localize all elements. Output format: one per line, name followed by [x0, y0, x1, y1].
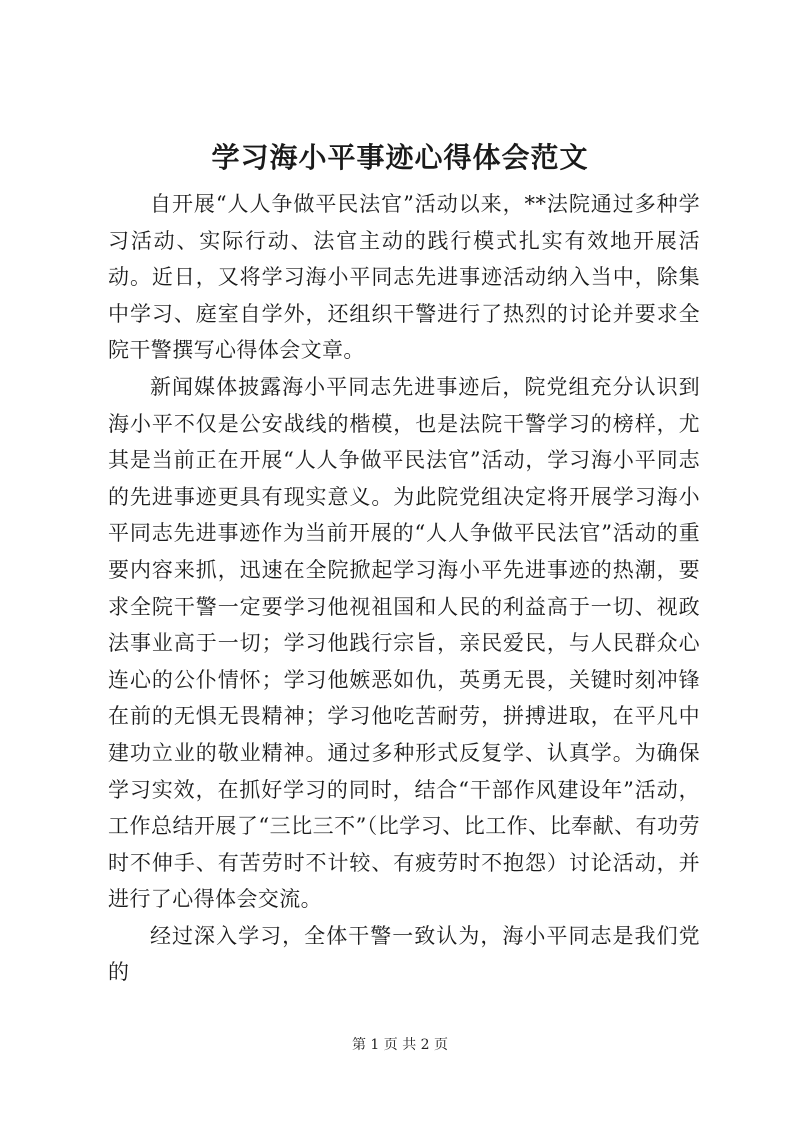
paragraph: 新闻媒体披露海小平同志先进事迹后，院党组充分认识到海小平不仅是公安战线的楷模，也是法院干警学习的榜样，尤其是当前正在开展“人人争做平民法官”活动，学习海小平同志的先进事迹更具有现实意义。为此院党组决定将开展学习海小平同志先进事迹作为当前开展的“人人争做平民法官”活动的重要内容来抓，迅速在全院掀起学习海小平先进事迹的热潮，要求全院干警一定要学习他视祖国和人民的利益高于一切、视政法事业高于一切；学习他践行宗旨，亲民爱民，与人民群众心连心的公仆情怀；学习他嫉恶如仇，英勇无畏，关键时刻冲锋在前的无惧无畏精神；学习他吃苦耐劳，拼搏进取，在平凡中建功立业的敬业精神。通过多种形式反复学、认真学。为确保学习实效，在抓好学习的同时，结合“干部作风建设年”活动，工作总结开展了“三比三不”（比学习、比工作、比奉献、有功劳时不伸手、有苦劳时不计较、有疲劳时不抱怨）讨论活动，并进行了心得体会交流。 — [108, 374, 700, 912]
paragraph: 自开展“人人争做平民法官”活动以来，**法院通过多种学习活动、实际行动、法官主动的践行模式扎实有效地开展活动。近日，又将学习海小平同志先进事迹活动纳入当中，除集中学习、庭室自学外，还组织干警进行了热烈的讨论并要求全院干警撰写心得体会文章。 — [108, 192, 700, 363]
document-title: 学习海小平事迹心得体会范文 — [211, 141, 589, 174]
document-body — [108, 186, 700, 991]
page-number-footer: 第 1 页 共 2 页 — [351, 1037, 449, 1053]
paragraph: 经过深入学习，全体干警一致认为，海小平同志是我们党的 — [108, 923, 700, 985]
